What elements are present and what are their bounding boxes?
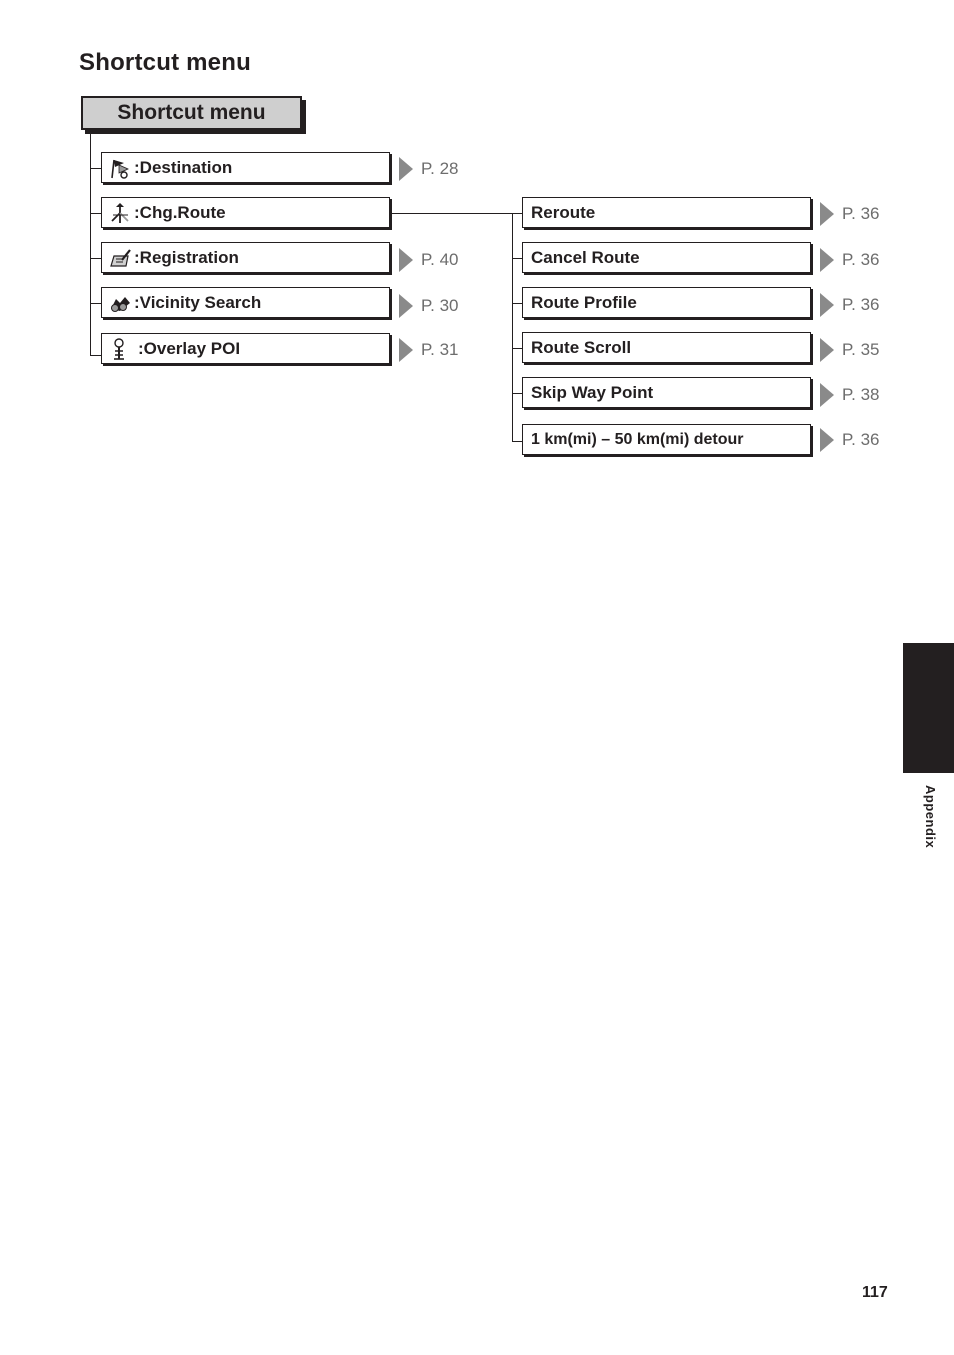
submenu-item-label: Cancel Route bbox=[531, 247, 640, 267]
pointer-triangle-icon bbox=[820, 202, 834, 226]
submenu-item-label: Route Profile bbox=[531, 292, 637, 312]
page-ref-text: P. 36 bbox=[842, 250, 880, 269]
overlay-poi-icon bbox=[108, 337, 132, 361]
submenu-item-label: Reroute bbox=[531, 202, 596, 222]
pointer-triangle-icon bbox=[820, 293, 834, 317]
submenu-item-detour bbox=[522, 424, 811, 455]
page-ref-cancel-route bbox=[820, 247, 880, 273]
page-ref-text: P. 36 bbox=[842, 430, 880, 449]
page-ref-text: P. 31 bbox=[421, 340, 459, 359]
menu-item-destination bbox=[101, 152, 390, 183]
page-ref-text: P. 28 bbox=[421, 159, 459, 178]
page-title: Shortcut menu bbox=[79, 49, 251, 76]
page-ref-destination bbox=[399, 156, 459, 182]
pointer-triangle-icon bbox=[399, 248, 413, 272]
page-ref-overlay-poi bbox=[399, 337, 459, 363]
page-ref-text: P. 40 bbox=[421, 250, 459, 269]
menu-item-label: :Destination bbox=[134, 157, 233, 177]
page-ref-vicinity-search bbox=[399, 293, 459, 319]
submenu-item-label: Skip Way Point bbox=[531, 382, 654, 402]
root-node-shortcut-menu bbox=[81, 96, 302, 130]
page-ref-text: P. 36 bbox=[842, 204, 880, 223]
submenu-item-skip-way-point bbox=[522, 377, 811, 408]
page-ref-text: P. 30 bbox=[421, 296, 459, 315]
submenu-branch-line bbox=[512, 348, 522, 349]
submenu-trunk-line bbox=[512, 213, 513, 442]
page-ref-route-profile bbox=[820, 292, 880, 318]
page-ref-registration bbox=[399, 247, 459, 273]
registration-icon bbox=[108, 246, 132, 270]
submenu-branch-line bbox=[512, 393, 522, 394]
menu-item-label: :Chg.Route bbox=[134, 202, 226, 222]
change-route-icon bbox=[108, 201, 132, 225]
section-side-tab bbox=[903, 643, 954, 773]
page-ref-text: P. 36 bbox=[842, 295, 880, 314]
page-number: 117 bbox=[862, 1284, 888, 1301]
submenu-connector-line bbox=[392, 213, 512, 214]
submenu-item-route-profile bbox=[522, 287, 811, 318]
menu-item-overlay-poi bbox=[101, 333, 390, 364]
page-ref-route-scroll bbox=[820, 337, 880, 363]
page-ref-text: P. 35 bbox=[842, 340, 880, 359]
pointer-triangle-icon bbox=[820, 428, 834, 452]
menu-item-label: :Overlay POI bbox=[138, 338, 241, 358]
menu-item-vicinity-search bbox=[101, 287, 390, 318]
submenu-item-cancel-route bbox=[522, 242, 811, 273]
menu-item-label: :Vicinity Search bbox=[134, 292, 262, 312]
submenu-branch-line bbox=[512, 213, 522, 214]
page-ref-reroute bbox=[820, 201, 880, 227]
page-ref-text: P. 38 bbox=[842, 385, 880, 404]
submenu-item-label: Route Scroll bbox=[531, 337, 632, 357]
vicinity-search-binoculars-icon bbox=[108, 291, 132, 315]
submenu-branch-line bbox=[512, 441, 522, 442]
page-ref-detour bbox=[820, 427, 880, 453]
pointer-triangle-icon bbox=[820, 383, 834, 407]
menu-item-registration bbox=[101, 242, 390, 273]
root-node-label: Shortcut menu bbox=[117, 101, 266, 124]
pointer-triangle-icon bbox=[820, 248, 834, 272]
pointer-triangle-icon bbox=[399, 294, 413, 318]
tree-trunk-line bbox=[90, 130, 91, 355]
submenu-branch-line bbox=[512, 303, 522, 304]
menu-item-label: :Registration bbox=[134, 247, 239, 267]
destination-flag-icon bbox=[108, 156, 132, 180]
pointer-triangle-icon bbox=[820, 338, 834, 362]
page-ref-skip-way-point bbox=[820, 382, 880, 408]
pointer-triangle-icon bbox=[399, 157, 413, 181]
submenu-item-route-scroll bbox=[522, 332, 811, 363]
submenu-item-label: 1 km(mi) – 50 km(mi) detour bbox=[531, 430, 744, 448]
submenu-item-reroute bbox=[522, 197, 811, 228]
section-side-label: Appendix bbox=[923, 785, 938, 849]
pointer-triangle-icon bbox=[399, 338, 413, 362]
menu-item-chg-route bbox=[101, 197, 390, 228]
submenu-branch-line bbox=[512, 258, 522, 259]
